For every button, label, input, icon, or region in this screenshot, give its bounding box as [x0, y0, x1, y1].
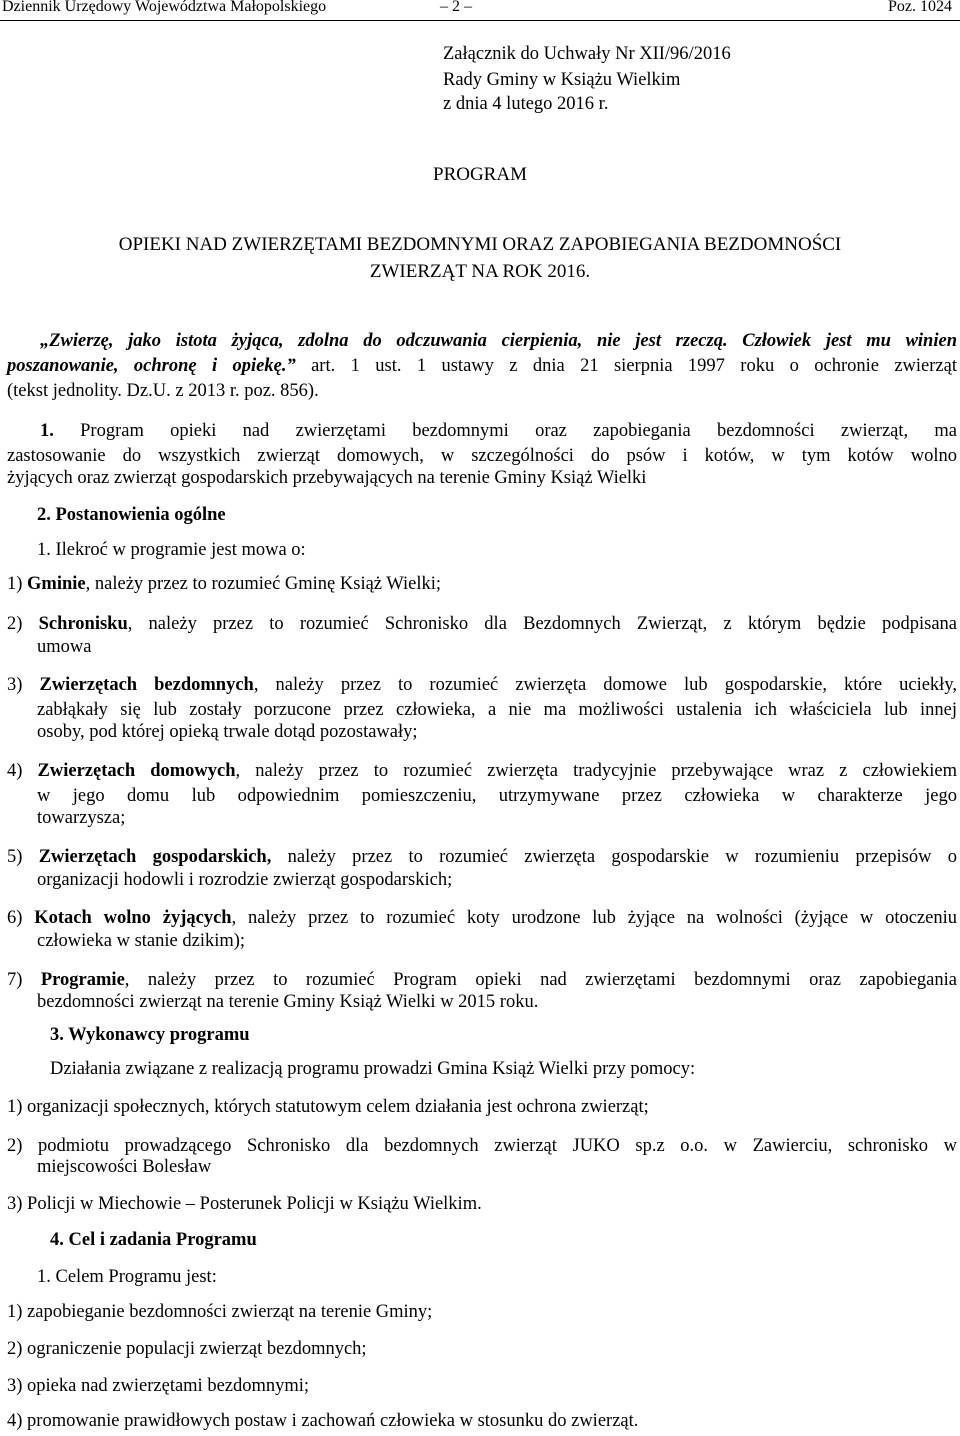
document-title: PROGRAM	[433, 164, 527, 185]
section-2-intro: 1. Ilekroć w programie jest mowa o:	[37, 540, 306, 560]
quote-italic-end: poszanowanie, ochronę i opiekę.”	[7, 356, 296, 376]
section-2-heading: 2. Postanowienia ogólne	[37, 505, 226, 525]
section-1-line-3: żyjących oraz zwierząt gospodarskich przebywających na terenie Gminy Książ Wielki	[7, 468, 647, 488]
goal-item-1: 1) zapobieganie bezdomności zwierząt na terenie Gminy;	[7, 1302, 433, 1322]
definition-term: Schronisku	[38, 614, 128, 634]
section-1-number: 1.	[40, 421, 54, 441]
definition-item-3-line-2: zabłąkały się lub zostały porzucone przez człowieka, a nie ma możliwości ustalenia ich właściciela lub innej	[37, 700, 957, 720]
definition-term: Programie	[40, 970, 125, 990]
definition-term: Gminie	[27, 574, 86, 594]
section-4-intro: 1. Celem Programu jest:	[37, 1267, 217, 1287]
definition-item-4-line-1: 4) Zwierzętach domowych, należy przez to rozumieć zwierzęta tradycyjnie przebywające wraz z człowiekiem	[7, 761, 958, 781]
quote-line-3: (tekst jednolity. Dz.U. z 2013 r. poz. 856).	[7, 381, 319, 401]
executor-item-2-line-2: miejscowości Bolesław	[37, 1157, 212, 1177]
document-subtitle-line-1: OPIEKI NAD ZWIERZĘTAMI BEZDOMNYMI ORAZ ZAPOBIEGANIA BEZDOMNOŚCI	[118, 234, 842, 255]
page-header	[0, 0, 960, 21]
executor-item-1: 1) organizacji społecznych, których statutowym celem działania jest ochrona zwierząt;	[7, 1097, 649, 1117]
definition-item-6-line-1: 6) Kotach wolno żyjących, należy przez to rozumieć koty urodzone lub żyjące na wolności (żyjące w otoczeniu	[7, 908, 957, 928]
definition-term: Zwierzętach gospodarskich,	[38, 847, 272, 867]
definition-item-2-line-1: 2) Schronisku, należy przez to rozumieć Schronisko dla Bezdomnych Zwierząt, z którym będzie podpisana	[7, 614, 957, 634]
attachment-line-2: Rady Gminy w Książu Wielkim	[443, 70, 681, 90]
definition-item-1: 1) Gminie, należy przez to rozumieć Gminę Książ Wielki;	[7, 574, 442, 594]
quote-citation: art. 1 ust. 1 ustawy z dnia 21 sierpnia 1997 roku o ochronie zwierząt	[295, 356, 957, 376]
goal-item-2: 2) ograniczenie populacji zwierząt bezdomnych;	[7, 1339, 367, 1359]
definition-item-3-line-3: osoby, pod której opieką trwale dotąd pozostawały;	[37, 722, 418, 742]
section-3-heading: 3. Wykonawcy programu	[50, 1025, 250, 1045]
definition-item-2-line-2: umowa	[37, 637, 92, 657]
document-subtitle-line-2: ZWIERZĄT NA ROK 2016.	[369, 261, 591, 282]
definition-term: Zwierzętach domowych	[37, 761, 236, 781]
goal-item-3: 3) opieka nad zwierzętami bezdomnymi;	[7, 1376, 310, 1396]
section-1-line-2: zastosowanie do wszystkich zwierząt domowych, w szczególności do psów i kotów, w tym kotów wolno	[7, 446, 957, 466]
attachment-line-3: z dnia 4 lutego 2016 r.	[443, 94, 609, 114]
definition-term: Zwierzętach bezdomnych	[39, 675, 254, 695]
definition-term: Kotach wolno żyjących	[34, 908, 232, 928]
section-3-intro: Działania związane z realizacją programu prowadzi Gmina Książ Wielki przy pomocy:	[50, 1059, 696, 1079]
page-marker: – 2 –	[440, 0, 472, 15]
quote-line-1: „Zwierzę, jako istota żyjąca, zdolna do odczuwania cierpienia, nie jest rzeczą. Człowiek jest mu winien	[40, 331, 957, 351]
definition-item-4-line-3: towarzysza;	[37, 808, 126, 828]
journal-name: Dziennik Urzędowy Województwa Małopolskiego	[2, 0, 327, 15]
attachment-line-1: Załącznik do Uchwały Nr XII/96/2016	[443, 44, 731, 64]
definition-item-7-line-1: 7) Programie, należy przez to rozumieć Program opieki nad zwierzętami bezdomnymi oraz zapobiegania	[7, 970, 957, 990]
goal-item-4: 4) promowanie prawidłowych postaw i zachowań człowieka w stosunku do zwierząt.	[7, 1411, 639, 1431]
definition-item-5-line-2: organizacji hodowli i rozrodzie zwierząt gospodarskich;	[37, 870, 453, 890]
executor-item-3: 3) Policji w Miechowie – Posterunek Policji w Książu Wielkim.	[7, 1194, 482, 1214]
section-1-line-1: 1. Program opieki nad zwierzętami bezdomnymi oraz zapobiegania bezdomności zwierząt, ma	[40, 421, 957, 441]
executor-item-2-line-1: 2) podmiotu prowadzącego Schronisko dla bezdomnych zwierząt JUKO sp.z o.o. w Zawierciu, schronisko w	[7, 1136, 957, 1156]
definition-item-7-line-2: bezdomności zwierząt na terenie Gminy Książ Wielki w 2015 roku.	[37, 992, 539, 1012]
quote-line-2	[7, 354, 957, 379]
definition-item-5-line-1: 5) Zwierzętach gospodarskich, należy przez to rozumieć zwierzęta gospodarskie w rozumieniu przepisów o	[7, 847, 958, 867]
definition-item-3-line-1: 3) Zwierzętach bezdomnych, należy przez to rozumieć zwierzęta domowe lub gospodarskie, które uciekły,	[7, 675, 957, 695]
definition-item-4-line-2: w jego domu lub odpowiednim pomieszczeniu, utrzymywane przez człowieka w charakterze jego	[37, 786, 957, 806]
position-number: Poz. 1024	[888, 0, 952, 15]
definition-item-6-line-2: człowieka w stanie dzikim);	[37, 931, 246, 951]
section-4-heading: 4. Cel i zadania Programu	[50, 1230, 257, 1250]
